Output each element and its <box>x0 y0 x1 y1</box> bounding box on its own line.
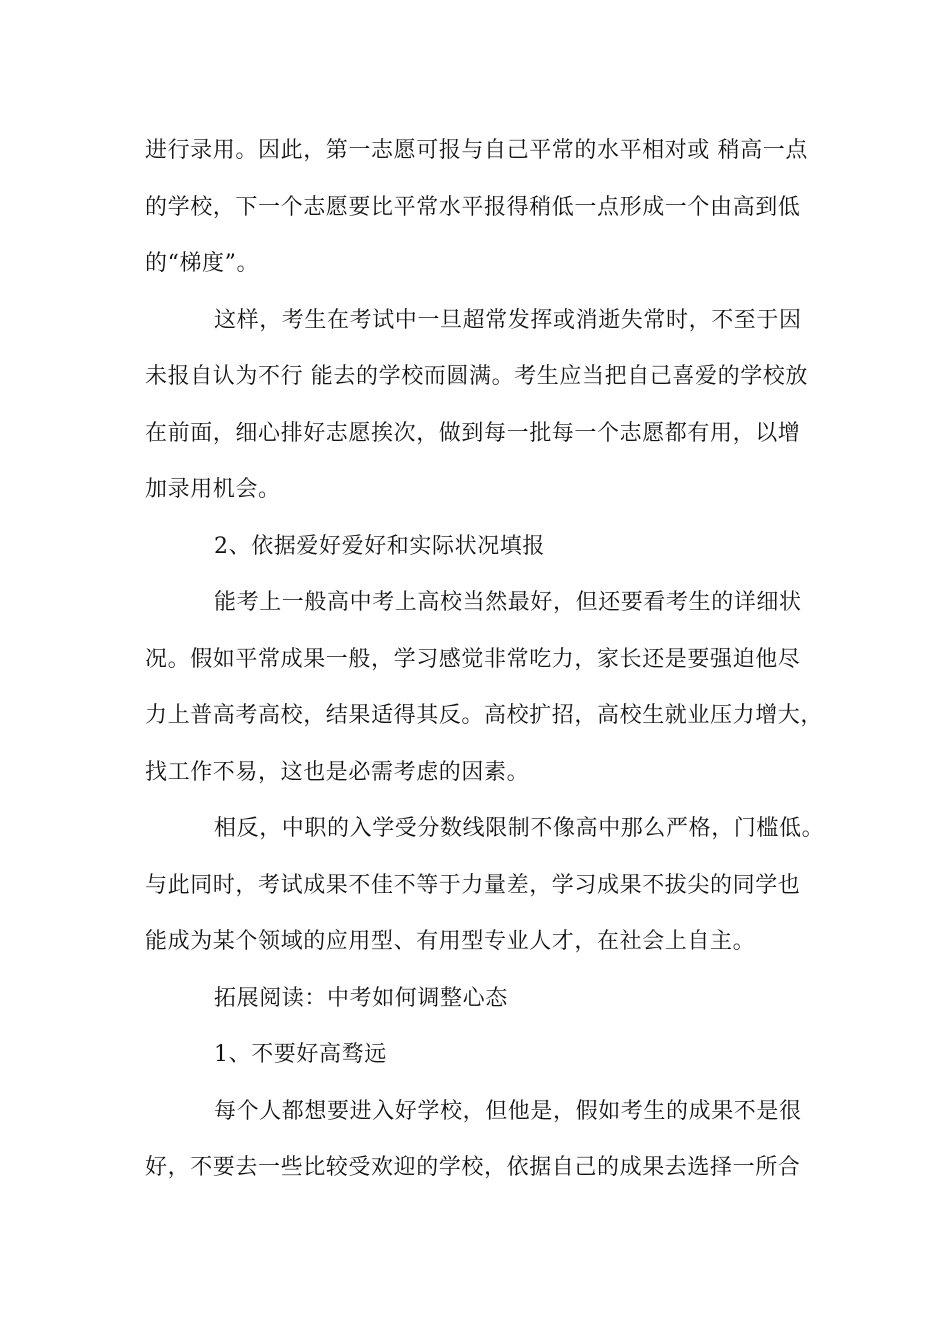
section-heading: 1、不要好高骛远 <box>214 1042 387 1067</box>
text-line: 这样，考生在考试中一旦超常发挥或消逝失常时，不至于因 <box>214 308 802 333</box>
text-line: 加录用机会。 <box>145 477 281 502</box>
text-line: 的“梯度”。 <box>145 251 260 276</box>
text-line: 力上普高考高校，结果适得其反。高校扩招，高校生就业压力增大， <box>145 703 824 728</box>
text-line: 相反，中职的入学受分数线限制不像高中那么严格，门槛低。 <box>214 816 825 841</box>
section-heading: 拓展阅读：中考如何调整心态 <box>214 986 508 1011</box>
text-line: 与此同时，考试成果不佳不等于力量差，学习成果不拔尖的同学也 <box>145 873 801 898</box>
text-line: 的学校，下一个志愿要比平常水平报得稍低一点形成一个由高到低 <box>145 195 801 220</box>
text-line: 在前面，细心排好志愿挨次，做到每一批每一个志愿都有用，以增 <box>145 421 801 446</box>
text-line: 好，不要去一些比较受欢迎的学校，依据自己的成果去选择一所合 <box>145 1155 801 1180</box>
text-line: 每个人都想要进入好学校，但他是，假如考生的成果不是很 <box>214 1099 802 1124</box>
text-line: 未报自认为不行 能去的学校而圆满。考生应当把自己喜爱的学校放 <box>145 364 808 389</box>
text-line: 能成为某个领域的应用型、有用型专业人才，在社会上自主。 <box>145 929 756 954</box>
text-line: 能考上一般高中考上高校当然最好，但还要看考生的详细状 <box>214 590 802 615</box>
text-line: 况。假如平常成果一般，学习感觉非常吃力，家长还是要强迫他尽 <box>145 647 801 672</box>
section-heading: 2、依据爱好爱好和实际状况填报 <box>214 534 545 559</box>
text-line: 进行录用。因此，第一志愿可报与自己平常的水平相对或 稍高一点 <box>145 138 808 163</box>
text-line: 找工作不易，这也是必需考虑的因素。 <box>145 760 530 785</box>
